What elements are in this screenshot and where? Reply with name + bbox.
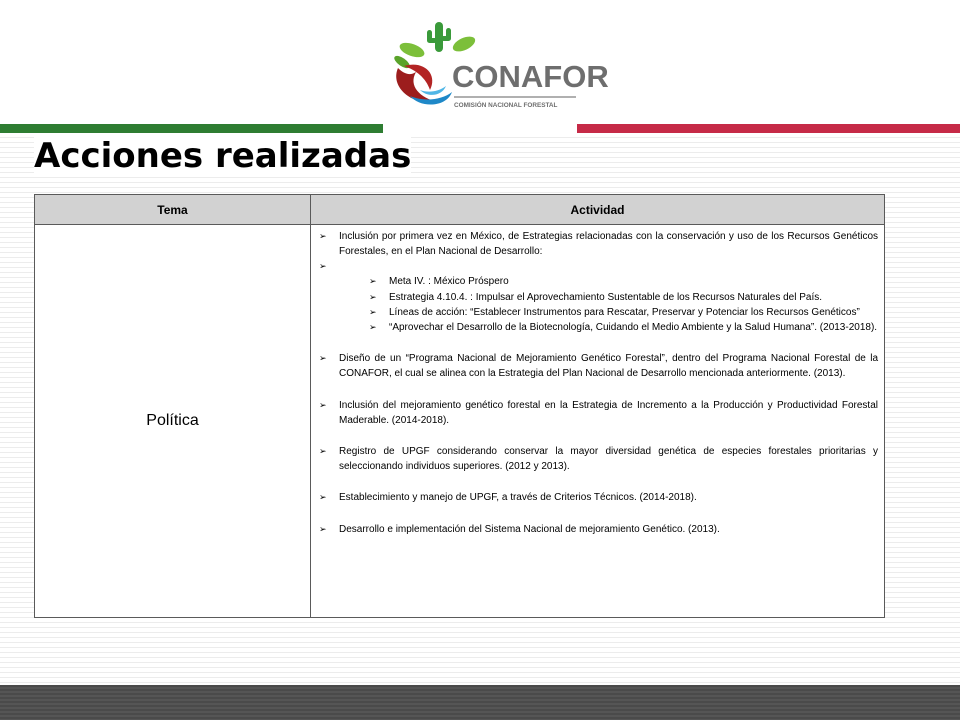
red-band [577, 124, 960, 133]
activity-text: Registro de UPGF considerando conservar la mayor diversidad genética de especies forestales prioritarias y seleccionando individuos superiores. (2012 y 2013). [339, 446, 878, 473]
activity-text: Desarrollo e implementación del Sistema Nacional de mejoramiento Genético. (2013). [339, 523, 720, 535]
activity-text: Meta IV. : México Próspero [389, 276, 509, 288]
list-item [319, 351, 878, 381]
actividad-cell [311, 225, 885, 618]
list-item [319, 320, 878, 335]
tema-cell: Política [35, 225, 311, 618]
column-header-tema: Tema [35, 195, 311, 225]
list-item [319, 290, 878, 305]
arrowhead-bullet-icon: ➢ [369, 291, 377, 302]
arrowhead-bullet-icon: ➢ [319, 523, 327, 534]
arrowhead-bullet-icon: ➢ [319, 261, 327, 272]
activity-text: “Aprovechar el Desarrollo de la Biotecnología, Cuidando el Medio Ambiente y la Salud Humana”. (2013-2018). [389, 322, 878, 334]
arrowhead-bullet-icon: ➢ [319, 446, 327, 457]
arrowhead-bullet-icon: ➢ [319, 399, 327, 410]
logo-subtitle: COMISIÓN NACIONAL FORESTAL [454, 102, 558, 109]
activity-text: Inclusión del mejoramiento genético forestal en la Estrategia de Incremento a la Producción y Productividad Forestal Maderable. (2014-2018). [339, 399, 878, 426]
activity-text: Estrategia 4.10.4. : Impulsar el Aprovechamiento Sustentable de los Recursos Naturales del País. [389, 291, 823, 303]
activity-text: Líneas de acción: “Establecer Instrumentos para Rescatar, Preservar y Potenciar los Recursos Genéticos” [389, 306, 860, 318]
list-item [319, 398, 878, 428]
actions-table [34, 194, 885, 618]
logo-wordmark: CONAFOR [452, 59, 609, 94]
list-item [319, 522, 878, 537]
list-item [319, 305, 878, 320]
activity-text: Establecimiento y manejo de UPGF, a través de Criterios Técnicos. (2014-2018). [339, 492, 697, 504]
activity-list [319, 229, 878, 537]
logo-underline [454, 96, 576, 98]
activity-text: Diseño de un “Programa Nacional de Mejoramiento Genético Forestal”, dentro del Programa Nacional Forestal de la CONAFOR, el cual se alinea con la Estrategia del Plan Nacional de Desarrollo mencionada anteriormente. (2013). [339, 353, 878, 380]
table-row [35, 225, 885, 618]
arrowhead-bullet-icon: ➢ [369, 306, 377, 317]
green-band [0, 124, 383, 133]
arrowhead-bullet-icon: ➢ [369, 276, 377, 287]
arrowhead-bullet-icon: ➢ [319, 231, 327, 241]
column-header-actividad: Actividad [311, 195, 885, 225]
conafor-logo-icon [380, 16, 609, 112]
activity-text: Inclusión por primera vez en México, de Estrategias relacionadas con la conservación y uso de los Recursos Genéticos Forestales, en el Plan Nacional de Desarrollo: [339, 231, 878, 258]
list-item [319, 444, 878, 474]
list-item [319, 259, 878, 274]
table-header-row [35, 195, 885, 225]
list-item [319, 490, 878, 505]
slide-title: Acciones realizadas [34, 136, 412, 176]
arrowhead-bullet-icon: ➢ [369, 322, 377, 333]
arrowhead-bullet-icon: ➢ [319, 492, 327, 503]
list-item [319, 274, 878, 289]
list-item [319, 229, 878, 259]
arrowhead-bullet-icon: ➢ [319, 353, 327, 364]
footer-band [0, 685, 960, 720]
